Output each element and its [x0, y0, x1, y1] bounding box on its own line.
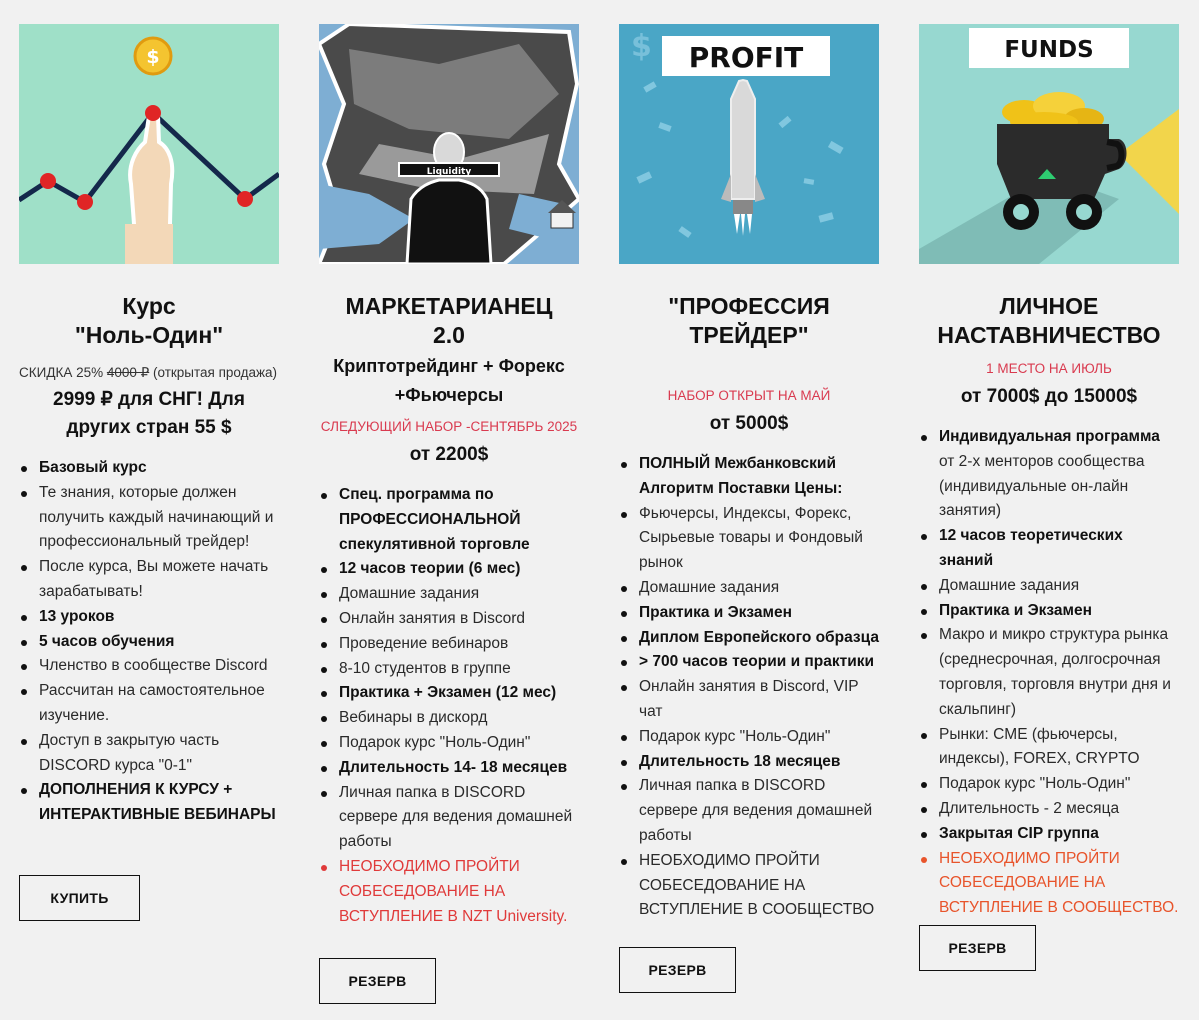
course-image-profit-rocket [619, 24, 879, 264]
dollar-sign-icon: $ [631, 29, 652, 64]
course-subtitle: Криптотрейдинг + Форекс +Фьючерсы [333, 356, 565, 405]
feature-item: Онлайн занятия в Discord [319, 607, 579, 632]
course-price: от 7000$ до 15000$ [960, 386, 1138, 407]
feature-item: Рынки: CME (фьючерсы, индексы), FOREX, CRYPTO [919, 723, 1179, 773]
funds-label: FUNDS [1004, 37, 1094, 63]
feature-item: Закрытая CIP группа [919, 822, 1179, 847]
feature-item: Рассчитан на самостоятельное изучение. [19, 679, 279, 729]
feature-item: 12 часов теории (6 мес) [319, 557, 579, 582]
profit-label: PROFIT [688, 41, 804, 74]
feature-item: Членство в сообществе Discord [19, 654, 279, 679]
reserve-button[interactable]: РЕЗЕРВ [319, 958, 436, 1004]
course-card-mentorship [919, 24, 1179, 921]
feature-item: Фьючерсы, Индексы, Форекс, Сырьевые товары и Фондовый рынок [619, 502, 879, 576]
feature-item: Подарок курс "Ноль-Один" [919, 772, 1179, 797]
feature-item: Длительность 14- 18 месяцев [319, 756, 579, 781]
feature-item: Те знания, которые должен получить каждый начинающий и профессиональный трейдер! [19, 481, 279, 555]
course-price: 2999 ₽ для СНГ! Для других стран 55 $ [53, 389, 245, 438]
feature-item: Макро и микро структура рынка (среднесрочная, долгосрочная торговля, торговля внутри дня и скальпинг) [919, 623, 1179, 722]
feature-item: > 700 часов теории и практики [619, 650, 879, 675]
course-card-marketarian [319, 24, 579, 929]
feature-item: После курса, Вы можете начать зарабатывать! [19, 555, 279, 605]
reserve-button[interactable]: РЕЗЕРВ [919, 925, 1036, 971]
course-price: от 5000$ [709, 413, 789, 434]
feature-item: Практика и Экзамен [919, 599, 1179, 624]
feature-item: НЕОБХОДИМО ПРОЙТИ СОБЕСЕДОВАНИЕ НА ВСТУПЛЕНИЕ В СООБЩЕСТВО [619, 849, 879, 923]
feature-item: Домашние задания [919, 574, 1179, 599]
feature-list [319, 483, 579, 929]
feature-item: НЕОБХОДИМО ПРОЙТИ СОБЕСЕДОВАНИЕ НА ВСТУПЛЕНИЕ В NZT University. [319, 855, 579, 929]
feature-item: 12 часов теоретических знаний [919, 524, 1179, 574]
feature-item: Базовый курс [19, 456, 279, 481]
feature-item: 8-10 студентов в группе [319, 657, 579, 682]
feature-item: ПОЛНЫЙ Межбанковский Алгоритм Поставки Цены: [619, 452, 879, 502]
course-image-funds-cart [919, 24, 1179, 264]
feature-item: Личная папка в DISCORD сервере для ведения домашней работы [319, 781, 579, 855]
feature-list [19, 456, 279, 828]
course-card-trader [619, 24, 879, 923]
feature-item: 13 уроков [19, 605, 279, 630]
course-title: Курс "Ноль-Один" [74, 293, 224, 348]
feature-item: ДОПОЛНЕНИЯ К КУРСУ + ИНТЕРАКТИВНЫЕ ВЕБИНАРЫ [19, 778, 279, 828]
feature-item: Диплом Европейского образца [619, 626, 879, 651]
buy-button[interactable]: КУПИТЬ [19, 875, 140, 921]
feature-list [619, 452, 879, 923]
feature-item: Длительность - 2 месяца [919, 797, 1179, 822]
discount-line: СКИДКА 25% 4000 ₽ (открытая продажа) [19, 365, 278, 380]
feature-item: Спец. программа по ПРОФЕССИОНАЛЬНОЙ спекулятивной торговле [319, 483, 579, 557]
feature-item: Подарок курс "Ноль-Один" [319, 731, 579, 756]
reserve-button[interactable]: РЕЗЕРВ [619, 947, 736, 993]
dollar-coin-icon [135, 38, 171, 74]
enrollment-notice: НАБОР ОТКРЫТ НА МАЙ [667, 388, 831, 403]
course-price: от 2200$ [409, 444, 489, 465]
feature-item: Личная папка в DISCORD сервере для ведения домашней работы [619, 774, 879, 848]
feature-list [919, 425, 1179, 921]
feature-item: Домашние задания [619, 576, 879, 601]
feature-item: Проведение вебинаров [319, 632, 579, 657]
feature-item: Вебинары в дискорд [319, 706, 579, 731]
feature-item: Доступ в закрытую часть DISCORD курса "0-1" [19, 729, 279, 779]
svg-text:$: $ [146, 46, 160, 68]
course-title: ЛИЧНОЕ НАСТАВНИЧЕСТВО [937, 293, 1161, 348]
course-image-coin-chart [19, 24, 279, 264]
course-title: МАРКЕТАРИАНЕЦ 2.0 [345, 293, 553, 348]
feature-item: Практика и Экзамен [619, 601, 879, 626]
course-image-liquidity [319, 24, 579, 264]
feature-item: Практика + Экзамен (12 мес) [319, 681, 579, 706]
feature-item: Домашние задания [319, 582, 579, 607]
feature-item: Подарок курс "Ноль-Один" [619, 725, 879, 750]
course-card-zero-one [19, 24, 279, 828]
course-title: "ПРОФЕССИЯ ТРЕЙДЕР" [668, 293, 830, 348]
feature-item: НЕОБХОДИМО ПРОЙТИ СОБЕСЕДОВАНИЕ НА ВСТУПЛЕНИЕ В СООБЩЕСТВО. [919, 847, 1179, 921]
enrollment-notice: 1 МЕСТО НА ИЮЛЬ [986, 361, 1112, 376]
old-price: 4000 ₽ [106, 365, 150, 380]
feature-item: Онлайн занятия в Discord, VIP чат [619, 675, 879, 725]
feature-item: Индивидуальная программа от 2-х менторов сообщества (индивидуальные он-лайн занятия) [919, 425, 1179, 524]
feature-item: 5 часов обучения [19, 630, 279, 655]
liquidity-label: Liquidity [426, 167, 472, 177]
feature-item: Длительность 18 месяцев [619, 750, 879, 775]
enrollment-notice: СЛЕДУЮЩИЙ НАБОР -СЕНТЯБРЬ 2025 [320, 419, 578, 434]
